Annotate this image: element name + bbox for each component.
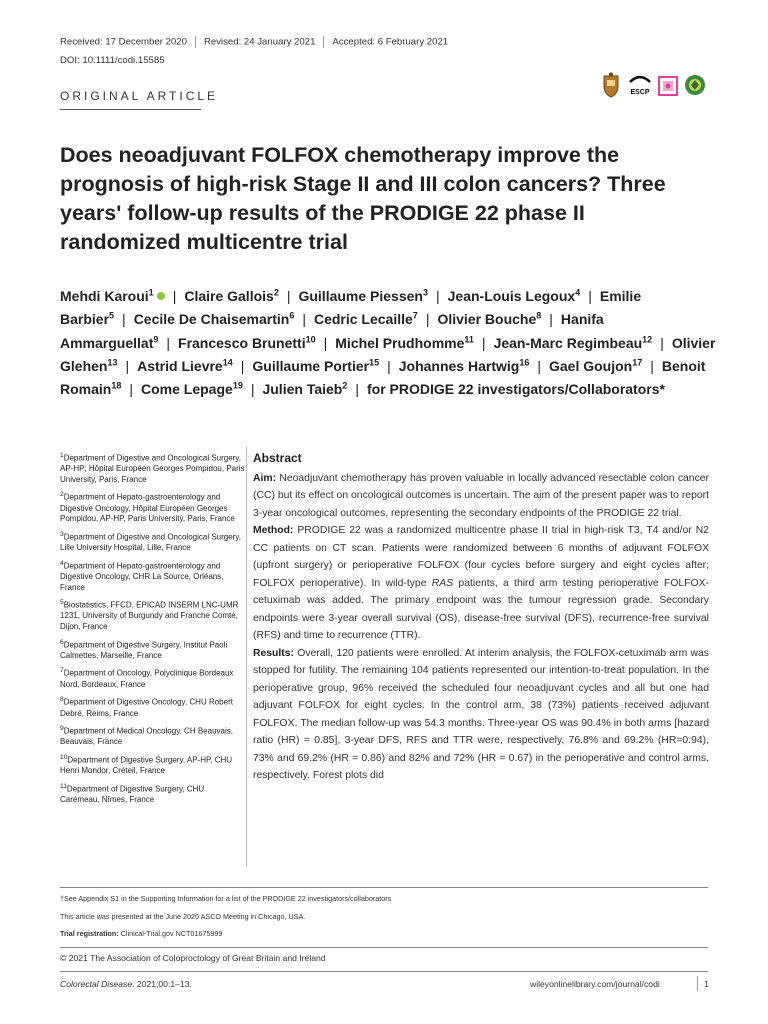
page-number: 1: [704, 979, 709, 989]
author-name[interactable]: Guillaume Piessen$^3$: [298, 287, 428, 304]
author-name[interactable]: Olivier Glehen$^{13}$: [60, 334, 716, 374]
presentation-footnote: This article was presented at the June 2020 ASCO Meeting in Chicago, USA.: [60, 912, 306, 921]
author-name[interactable]: Mehdi Karoui$^1$: [60, 288, 165, 304]
divider: [697, 976, 698, 990]
affiliation: $^5$Biostatistics, FFCD, EPICAD INSERM LNC-UMR 1231, University of Burgundy and Franche Comté, Dijon, France: [60, 599, 239, 631]
affiliation: $^4$Department of Hepato-gastroenterology and Digestive Oncology, CHR La Source, Orléans, France: [60, 559, 224, 592]
affiliation: $^{11}$Department of Digestive Surgery, CHU Carémeau, Nîmes, France: [60, 782, 205, 805]
abstract-method: Method: PRODIGE 22 was a randomized multicentre phase II trial in high-risk T3, T4 and/or N2 CC patients on CT scan. Patients were randomized between 6 months of adjuvant FOLFOX (upfront surgery) or perioperative FOLFOX (four cycles before surgery and eight cycles after; FOLFOX perioperative). In wild-type RAS patients, a third arm testing perioperative FOLFOX-cetuximab was added. The primary endpoint was the tumour regression grade. Secondary endpoints were 3-year overall survival (OS), disease-free survival (DFS), recurrence-free survival (RFS) and time to recurrence (TTR).: [253, 525, 709, 641]
affiliation: $^2$Department of Hepato-gastroenterology and Digestive Oncology, Hôpital Européen Georges Pompidou, AP-HP, Paris University, Paris, France: [60, 491, 235, 524]
journal-citation: Colorectal Disease. 2021;00:1–13.: [60, 979, 192, 989]
author-name[interactable]: Benoit Romain$^{18}$: [60, 357, 706, 398]
society-logos: [600, 72, 710, 100]
author-name[interactable]: Jean-Marc Regimbeau$^{12}$: [493, 333, 653, 351]
affiliation: $^3$Department of Digestive and Oncological Surgery, Lille University Hospital, Lille, France: [60, 530, 241, 553]
author-name[interactable]: Jean-Louis Legoux$^4$: [447, 287, 581, 304]
author-name[interactable]: Cecile De Chaisemartin$^6$: [133, 310, 295, 328]
crest-logo: [600, 72, 622, 98]
abstract-aim: Aim: Neoadjuvant chemotherapy has proven valuable in locally advanced resectable colon cancer (CC) but its effect on oncological outcomes is uncertain. The aim of the present paper was to report 3-year oncological outcomes, representing the secondary endpoints of the PRODIGE 22 trial.: [253, 472, 710, 519]
revised-date: Revised: 24 January 2021: [203, 36, 316, 48]
divider: [323, 36, 324, 48]
author-name[interactable]: Johannes Hartwig$^{16}$: [398, 357, 530, 374]
affiliation: $^9$Department of Medical Oncology, CH Beauvais, Beauvais, France: [60, 725, 233, 747]
trial-registration: Trial registration: Clinical-Trial.gov NCT01675999: [60, 929, 223, 938]
affiliations: [60, 451, 245, 811]
copyright: © 2021 The Association of Coloproctology of Great Britain and Ireland: [60, 953, 326, 963]
article-dates: [60, 36, 448, 48]
pink-logo: [658, 76, 678, 96]
author-name[interactable]: Guillaume Portier$^{15}$: [252, 357, 380, 374]
journal-website-link[interactable]: wileyonlinelibrary.com/journal/codi: [530, 979, 660, 989]
affiliation: $^8$Department of Digestive Oncology, CHU Robert Debré, Reims, France: [60, 696, 233, 718]
author-name[interactable]: Julien Taieb$^2$: [262, 380, 348, 398]
author-name[interactable]: Astrid Lievre$^{14}$: [137, 357, 233, 374]
footer-divider: [60, 971, 708, 972]
article-title: Does neoadjuvant FOLFOX chemotherapy improve the prognosis of high-risk Stage II and III colon cancers? Three years' follow-up results of the PRODIGE 22 phase II randomized multicentre trial: [60, 143, 666, 254]
received-date: Received: 17 December 2020: [60, 36, 187, 48]
abstract: [253, 450, 709, 785]
green-crest-logo: [684, 72, 706, 98]
affiliation: $^7$Department of Oncology, Polyclinique Bordeaux Nord, Bordeaux, France: [60, 667, 234, 689]
author-name[interactable]: Francesco Brunetti$^{10}$: [178, 333, 316, 351]
investigators-note: for PRODIGE 22 investigators/Collaborators*: [367, 381, 665, 398]
footnote-divider: [60, 947, 708, 948]
author-name[interactable]: Olivier Bouche$^8$: [437, 310, 542, 328]
orcid-icon[interactable]: [157, 292, 165, 300]
author-list: Mehdi Karoui$^1$ | Claire Gallois$^2$ | Guillaume Piessen$^3$ | Jean-Louis Legoux$^4$ | Emilie Barbier$^5$ | Cecile De Chaisemartin$^6$ | Cedric Lecaille$^7$ | Olivier Bouche$^8$ | Hanifa Ammarguellat$^9$ | Francesco Brunetti$^{10}$ | Michel Prudhomme$^{11}$ | Jean-Marc Regimbeau$^{12}$ | Olivier Glehen$^{13}$ | Astrid Lievre$^{14}$ | Guillaume Portier$^{15}$ | Johannes Hartwig$^{16}$ | Gael Goujon$^{17}$ | Benoit Romain$^{18}$ | Come Lepage$^{19}$ | Julien Taieb$^2$ | for PRODIGE 22 investigators/Collaborators*: [60, 287, 716, 398]
affiliation: $^1$Department of Digestive and Oncological Surgery, AP-HP; Hôpital Européen Georges Pompidou, Paris University, Paris, France: [60, 452, 245, 484]
divider: [195, 36, 196, 48]
affiliation: $^{10}$Department of Digestive Surgery, AP-HP, CHU Henri Mondor, Créteil, France: [60, 753, 233, 776]
column-divider: [246, 447, 247, 867]
author-name[interactable]: Claire Gallois$^2$: [184, 287, 279, 304]
escp-logo-text: ESCP: [630, 89, 650, 96]
affiliation: $^6$Department of Digestive Surgery, Institut Paoli Calmettes, Marseille, France: [60, 638, 228, 660]
abstract-results: Results: Overall, 120 patients were enrolled. At interim analysis, the FOLFOX-cetuximab arm was stopped for futility. The remaining 104 patients represented our intention-to-treat population. In the perioperative group, 96% received the scheduled four neoadjuvant cycles and all but one had adjuvant FOLFOX for eight cycles. In the control arm, 38 (73%) patients received adjuvant FOLFOX. The median follow-up was 54.3 months. Three-year OS was 90.4% in both arms [hazard ratio (HR) = 0.85], 3-year DFS, RFS and TTR were, respectively, 76.8% and 69.2% (HR=0.94), 73% and 69.2% (HR = 0.86) and 82% and 72% (HR = 0.67) in the perioperative and control arms, respectively. Forest plots did: [253, 647, 710, 781]
appendix-footnote: †See Appendix S1 in the Supporting Information for a list of the PRODIGE 22 investigators/collaborators: [60, 894, 392, 903]
escp-logo: [628, 72, 652, 98]
doi-link[interactable]: DOI: 10.1111/codi.15585: [60, 55, 165, 66]
author-name[interactable]: Michel Prudhomme$^{11}$: [335, 333, 474, 351]
author-name[interactable]: Come Lepage$^{19}$: [141, 380, 243, 398]
abstract-heading: Abstract: [253, 451, 302, 465]
author-name[interactable]: Cedric Lecaille$^7$: [313, 310, 418, 328]
author-name[interactable]: Hanifa Ammarguellat$^9$: [60, 311, 604, 351]
author-name[interactable]: Emilie Barbier$^5$: [60, 288, 642, 328]
footnote-divider: [60, 887, 708, 888]
article-type-underline: [60, 109, 201, 110]
article-type: ORIGINAL ARTICLE: [60, 89, 219, 103]
author-name[interactable]: Gael Goujon$^{17}$: [548, 357, 643, 374]
accepted-date: Accepted: 6 February 2021: [332, 36, 449, 48]
divider: |: [172, 288, 177, 304]
